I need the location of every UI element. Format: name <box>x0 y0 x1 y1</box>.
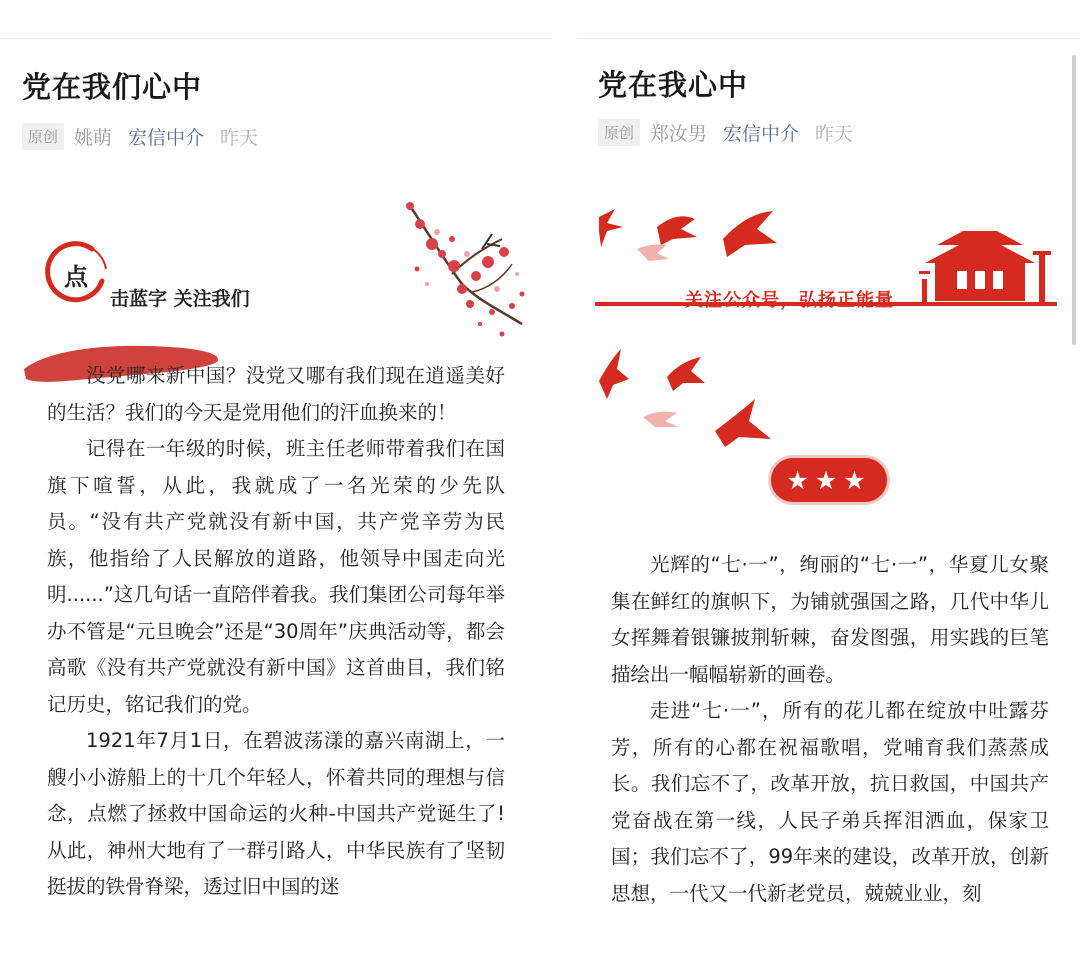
article-meta <box>22 123 258 150</box>
paragraph: 走进“七·一”，所有的花儿都在绽放中吐露芬芳，所有的心都在祝福歌唱，党哺育我们蒸蒸成长。我们忘不了，改革开放，抗日救国，中国共产党奋战在第一线，人民子弟兵挥泪洒血，保家卫国；我们忘不了，99年来的建设，改革开放，创新思想，一代又一代新老党员，兢兢业业，刻 <box>611 699 1049 905</box>
dove-icon <box>657 216 697 245</box>
three-stars-badge: ★★★ <box>771 458 887 502</box>
paragraph: 1921年7月1日，在碧波荡漾的嘉兴南湖上，一艘小小游船上的十几个年轻人，怀着共同的理想与信念，点燃了拯救中国命运的火种-中国共产党诞生了!从此，神州大地有了一群引路人，中华民族有了坚韧挺拔的铁骨脊梁，透过旧中国的迷 <box>47 729 505 898</box>
dove-icon <box>599 209 623 247</box>
original-tag: 原创 <box>598 119 640 146</box>
follow-slogan[interactable]: 关注公众号，弘扬正能量 <box>685 290 894 311</box>
author-name: 郑汝男 <box>650 123 708 145</box>
article-body <box>611 547 1049 912</box>
tiananmen-icon <box>919 231 1051 303</box>
account-link[interactable]: 宏信中介 <box>723 123 800 145</box>
panel-divider <box>552 0 577 961</box>
paragraph: 记得在一年级的时候，班主任老师带着我们在国旗下喧誓，从此，我就成了一名光荣的少先队员。“没有共产党就没有新中国，共产党辛劳为民族，他指给了人民解放的道路，他领导中国走向光明......”这几句话一直陪伴着我。我们集团公司每年举办不管是“元旦晚会”还是“30周年”庆典活动等，都会高歌《没有共产党就没有新中国》这首曲目，我们铭记历史，铭记我们的党。 <box>47 437 505 716</box>
article-right[interactable] <box>577 38 1080 962</box>
article-left[interactable] <box>0 38 552 962</box>
dove-icon <box>643 412 679 427</box>
paragraph: 光辉的“七·一”，绚丽的“七·一”，华夏儿女聚集在鲜红的旗帜下，为铺就强国之路，几代中华儿女挥舞着银镰披荆斩棘，奋发图强，用实践的巨笔描绘出一幅幅崭新的画卷。 <box>611 553 1049 686</box>
dove-icon <box>667 357 705 391</box>
article-title: 党在我心中 <box>598 68 749 102</box>
original-tag: 原创 <box>22 123 64 150</box>
article-body <box>47 358 505 906</box>
dove-icon <box>715 399 771 447</box>
plum-blossom-icon <box>392 194 537 344</box>
publish-date: 昨天 <box>815 123 854 145</box>
article-title: 党在我们心中 <box>22 70 203 104</box>
account-link[interactable]: 宏信中介 <box>128 127 205 149</box>
article-meta <box>598 119 853 146</box>
dove-icon <box>637 245 669 262</box>
header-dot-char: 点 <box>64 263 88 291</box>
follow-us-text[interactable]: 击蓝字 关注我们 <box>110 288 250 310</box>
author-name: 姚萌 <box>74 127 113 149</box>
paragraph: 没党哪来新中国？没党又哪有我们现在逍遥美好的生活？我们的今天是党用他们的汗血换来的！ <box>47 364 505 424</box>
doves-and-tiananmen-banner <box>577 199 1080 459</box>
dove-icon <box>723 211 777 257</box>
dove-icon <box>599 349 629 399</box>
publish-date: 昨天 <box>220 127 259 149</box>
